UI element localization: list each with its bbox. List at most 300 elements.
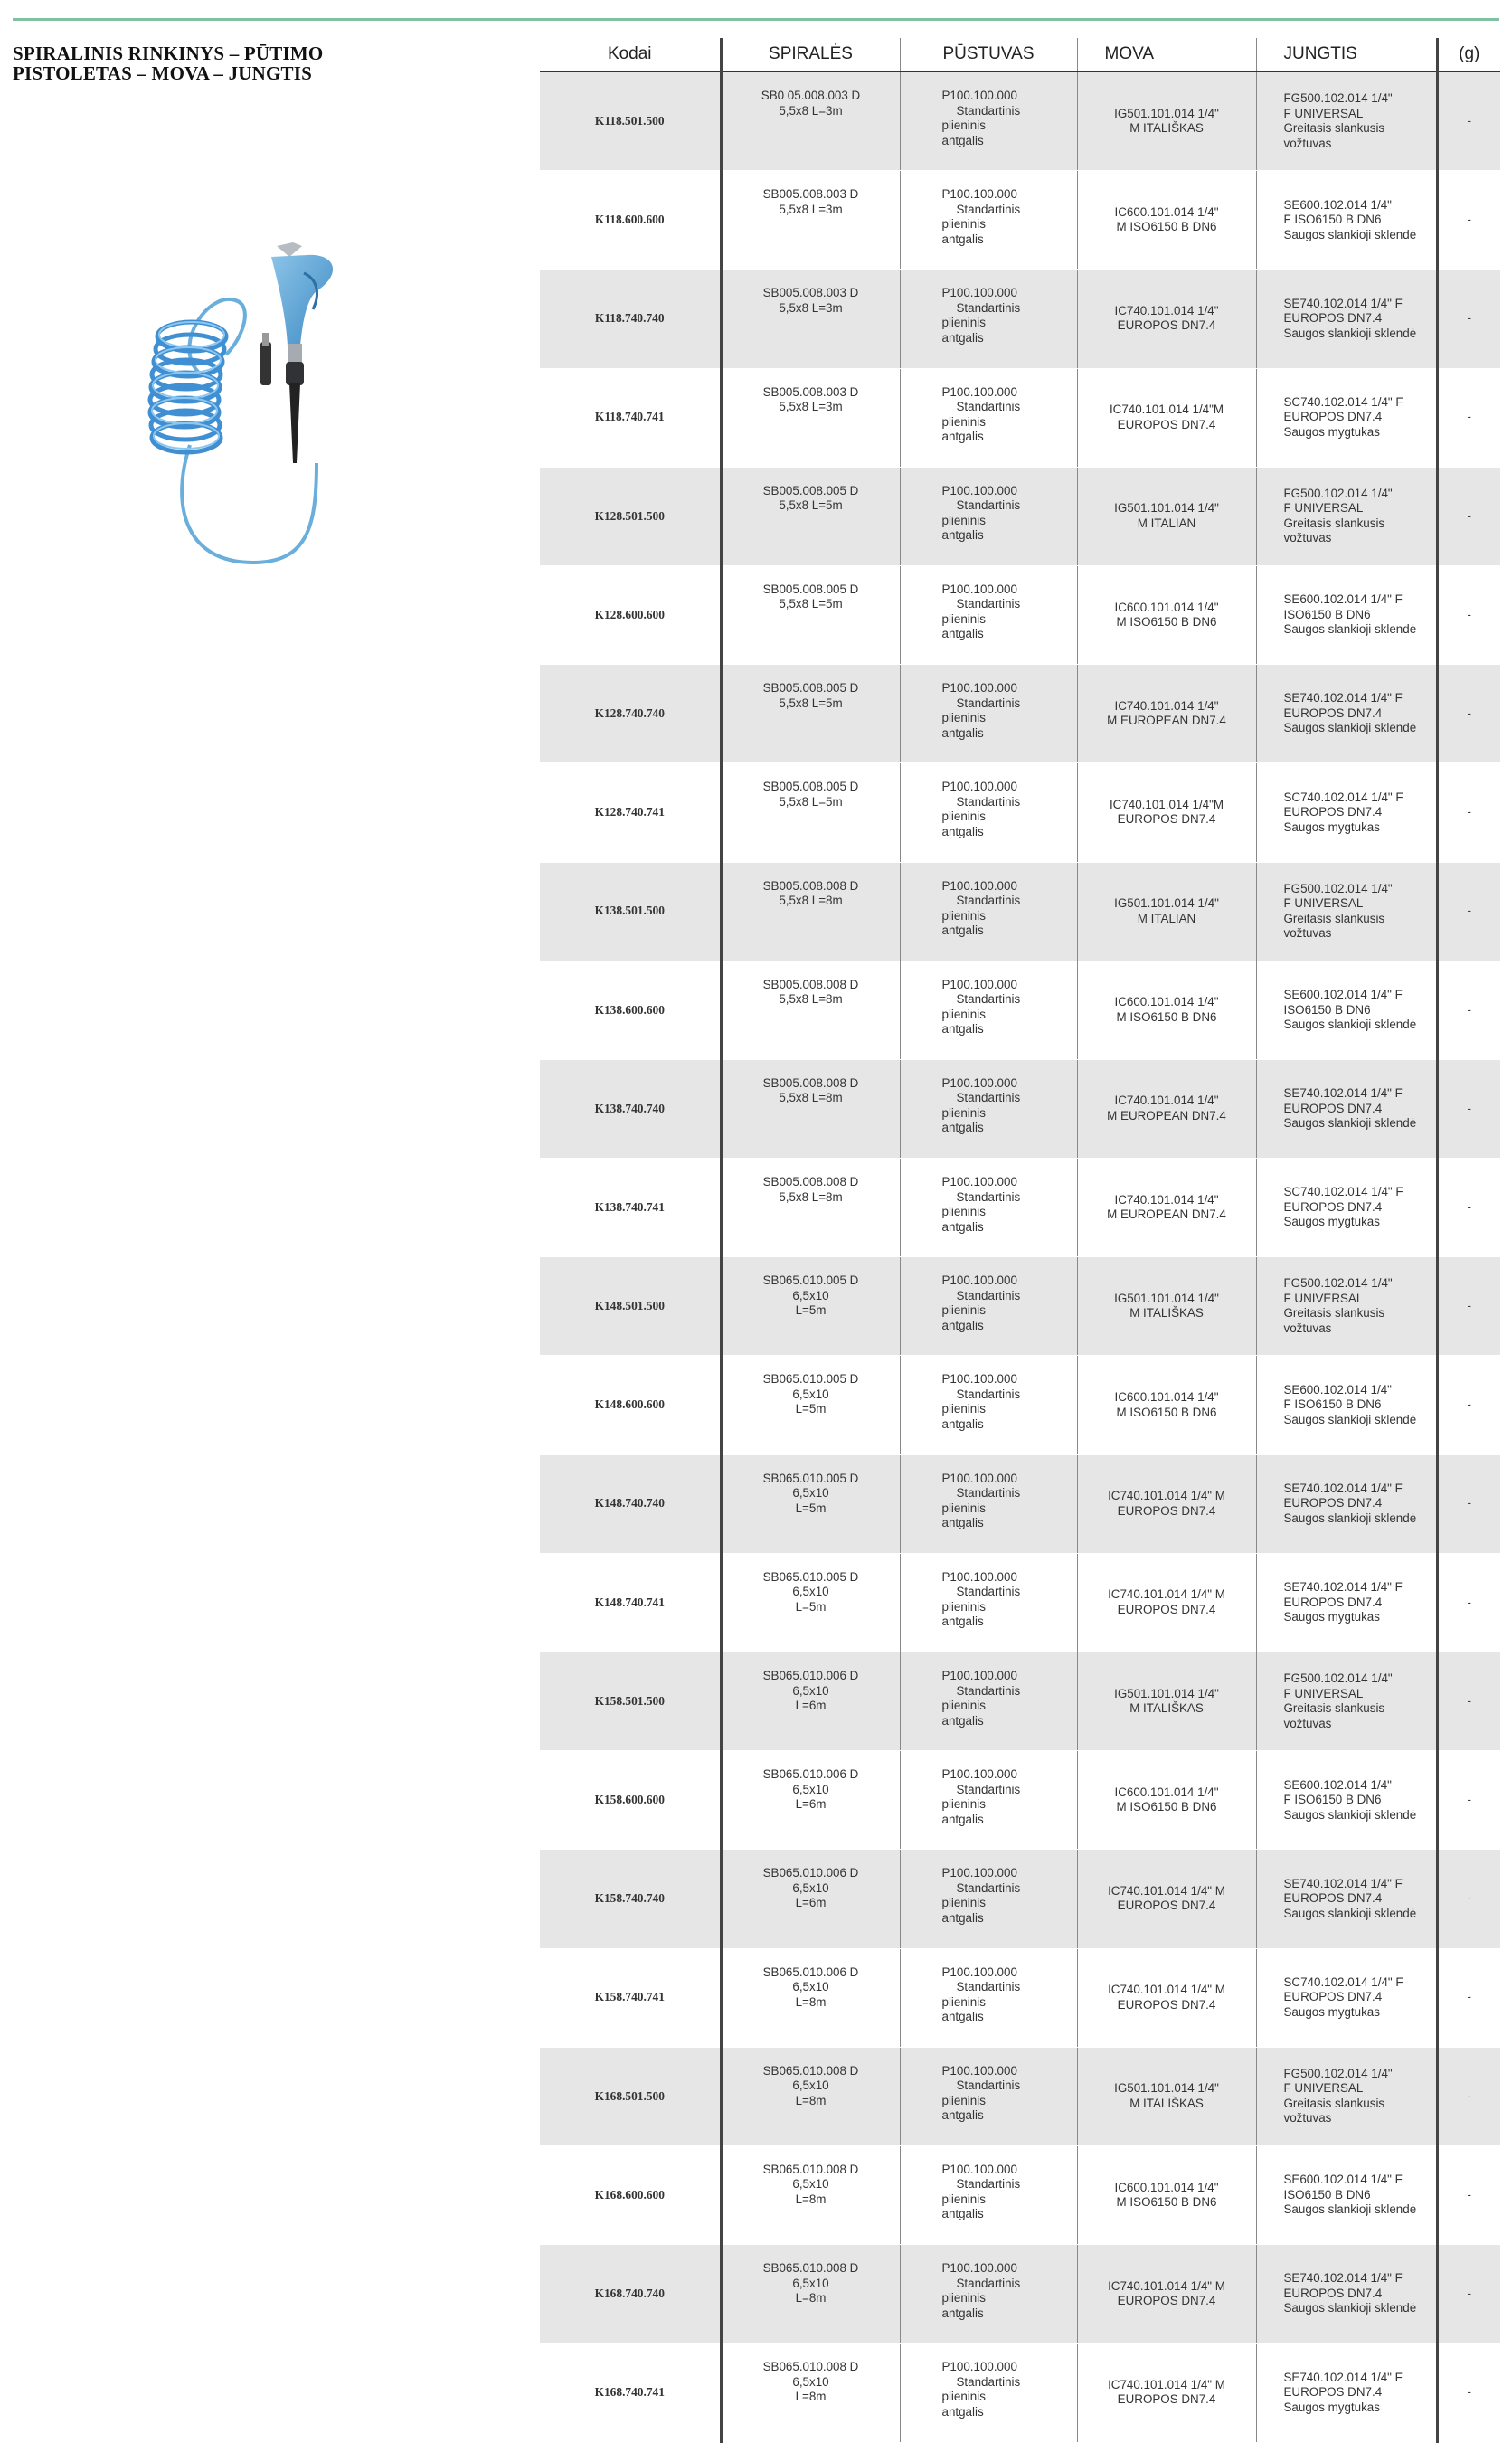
cell-pustuvas	[900, 665, 1077, 763]
jungtis-line: vožtuvas	[1283, 531, 1332, 545]
jungtis-line: SE600.102.014 1/4"	[1283, 1777, 1392, 1792]
mova-line: IG501.101.014 1/4"	[1114, 1291, 1219, 1305]
spirales-line: SB005.008.005 D	[762, 780, 859, 794]
jungtis-line: vožtuvas	[1283, 136, 1332, 150]
spirales-line: L=8m	[795, 1994, 827, 2009]
pustuvas-line: Standartinis	[956, 1782, 1021, 1796]
jungtis-line: F ISO6150 B DN6	[1283, 1793, 1382, 1807]
jungtis-line: FG500.102.014 1/4"	[1283, 486, 1393, 500]
pustuvas-line: antgalis	[941, 430, 984, 444]
cell-mova	[1077, 71, 1256, 171]
cell-pustuvas	[900, 1454, 1077, 1553]
spirales-line: 6,5x10	[792, 2374, 829, 2389]
mova-line: IC600.101.014 1/4"	[1114, 995, 1219, 1009]
title-line-2: PISTOLETAS – MOVA – JUNGTIS	[13, 62, 312, 84]
pustuvas-line: P100.100.000	[941, 2261, 1017, 2276]
jungtis-line: F UNIVERSAL	[1283, 1291, 1364, 1305]
spirales-line: SB065.010.006 D	[762, 1866, 859, 1880]
jungtis-line: EUROPOS DN7.4	[1283, 805, 1383, 819]
jungtis-line: vožtuvas	[1283, 2111, 1332, 2126]
cell-spirales	[721, 171, 900, 270]
mova-line: EUROPOS DN7.4	[1117, 1899, 1216, 1913]
cell-jungtis	[1256, 1454, 1437, 1553]
pustuvas-line: antgalis	[941, 2108, 984, 2123]
spirales-line: SB065.010.005 D	[762, 1274, 859, 1288]
pustuvas-line: plieninis	[941, 1501, 986, 1515]
cell-code: K118.501.500	[540, 71, 721, 171]
spirales-line: 6,5x10	[792, 1288, 829, 1302]
pustuvas-line: plieninis	[941, 611, 986, 626]
spirales-line: 5,5x8 L=3m	[779, 300, 843, 315]
cell-mova	[1077, 1850, 1256, 1948]
mova-line: EUROPOS DN7.4	[1117, 1602, 1216, 1616]
header-g: (g)	[1437, 38, 1500, 71]
mova-line: IC740.101.014 1/4"M	[1109, 797, 1224, 811]
jungtis-line: SC740.102.014 1/4" F	[1283, 790, 1403, 804]
cell-spirales	[721, 1257, 900, 1356]
cell-g: -	[1437, 467, 1500, 565]
table-row	[540, 961, 1500, 1059]
jungtis-line: SE740.102.014 1/4" F	[1283, 1481, 1403, 1495]
cell-mova	[1077, 961, 1256, 1059]
mova-line: IC740.101.014 1/4"M	[1109, 402, 1224, 417]
jungtis-line: SE600.102.014 1/4" F	[1283, 2173, 1403, 2187]
cell-mova	[1077, 1454, 1256, 1553]
pustuvas-line: antgalis	[941, 1022, 984, 1037]
spirales-line: 6,5x10	[792, 1980, 829, 1994]
cell-code: K168.740.741	[540, 2344, 721, 2442]
table-row	[540, 1948, 1500, 2047]
spirales-line: L=8m	[795, 2093, 827, 2107]
mova-line: IC740.101.014 1/4"	[1114, 303, 1219, 317]
cell-g: -	[1437, 665, 1500, 763]
spirales-line: L=5m	[795, 1402, 827, 1416]
table-row	[540, 2344, 1500, 2442]
jungtis-line: EUROPOS DN7.4	[1283, 1595, 1383, 1609]
cell-jungtis	[1256, 71, 1437, 171]
jungtis-line: Saugos slankioji sklendė	[1283, 1906, 1417, 1920]
table-row	[540, 71, 1500, 171]
jungtis-line: EUROPOS DN7.4	[1283, 311, 1383, 326]
mova-line: M ITALIŠKAS	[1129, 1701, 1204, 1716]
cell-mova	[1077, 270, 1256, 368]
cell-jungtis	[1256, 1356, 1437, 1454]
pustuvas-line: Standartinis	[956, 696, 1021, 710]
jungtis-line: Saugos slankioji sklendė	[1283, 721, 1417, 735]
jungtis-line: FG500.102.014 1/4"	[1283, 1671, 1393, 1686]
jungtis-line: F UNIVERSAL	[1283, 896, 1364, 911]
cell-pustuvas	[900, 270, 1077, 368]
mova-line: IC740.101.014 1/4"	[1114, 1192, 1219, 1207]
table-row	[540, 171, 1500, 270]
mova-line: EUROPOS DN7.4	[1117, 318, 1216, 333]
jungtis-line: F UNIVERSAL	[1283, 1686, 1364, 1700]
pustuvas-line: plieninis	[941, 1303, 986, 1318]
jungtis-line: Greitasis slankusis	[1283, 516, 1385, 530]
jungtis-line: EUROPOS DN7.4	[1283, 2286, 1383, 2300]
pustuvas-line: P100.100.000	[941, 1965, 1017, 1979]
pustuvas-line: antgalis	[941, 1416, 984, 1431]
cell-spirales	[721, 1948, 900, 2047]
cell-spirales	[721, 1652, 900, 1751]
spirales-line: SB065.010.008 D	[762, 2162, 859, 2176]
jungtis-line: EUROPOS DN7.4	[1283, 705, 1383, 720]
jungtis-line: Saugos slankioji sklendė	[1283, 227, 1417, 241]
cell-code: K118.740.740	[540, 270, 721, 368]
cell-spirales	[721, 1553, 900, 1652]
cell-mova	[1077, 368, 1256, 467]
mova-line: IG501.101.014 1/4"	[1114, 1686, 1219, 1700]
pustuvas-line: antgalis	[941, 1910, 984, 1925]
spirales-line: 6,5x10	[792, 1585, 829, 1599]
spirales-line: SB005.008.003 D	[762, 384, 859, 399]
jungtis-line: FG500.102.014 1/4"	[1283, 881, 1393, 895]
cell-code: K128.740.741	[540, 763, 721, 862]
spirales-line: 6,5x10	[792, 1387, 829, 1401]
pustuvas-line: plieninis	[941, 1599, 986, 1614]
mova-line: IG501.101.014 1/4"	[1114, 896, 1219, 911]
cell-spirales	[721, 71, 900, 171]
cell-mova	[1077, 1257, 1256, 1356]
pustuvas-line: P100.100.000	[941, 1569, 1017, 1584]
cell-pustuvas	[900, 467, 1077, 565]
mova-line: IG501.101.014 1/4"	[1114, 2081, 1219, 2096]
pustuvas-line: Standartinis	[956, 300, 1021, 315]
top-divider	[13, 18, 1499, 21]
cell-spirales	[721, 368, 900, 467]
cell-g: -	[1437, 2344, 1500, 2442]
pustuvas-line: Standartinis	[956, 1091, 1021, 1105]
jungtis-line: SE740.102.014 1/4" F	[1283, 2271, 1403, 2286]
cell-spirales	[721, 270, 900, 368]
table-body	[540, 71, 1500, 2442]
cell-spirales	[721, 2047, 900, 2145]
pustuvas-line: Standartinis	[956, 2078, 1021, 2093]
spirales-line: L=5m	[795, 1599, 827, 1614]
cell-code: K118.600.600	[540, 171, 721, 270]
cell-code: K128.501.500	[540, 467, 721, 565]
pustuvas-line: antgalis	[941, 2010, 984, 2024]
pustuvas-line: P100.100.000	[941, 977, 1017, 991]
cell-pustuvas	[900, 1751, 1077, 1850]
spirales-line: SB005.008.005 D	[762, 483, 859, 497]
spirales-line: 6,5x10	[792, 2078, 829, 2093]
pustuvas-line: antgalis	[941, 1318, 984, 1332]
cell-spirales	[721, 1356, 900, 1454]
cell-g: -	[1437, 1948, 1500, 2047]
jungtis-line: Greitasis slankusis	[1283, 2096, 1385, 2110]
table-row	[540, 862, 1500, 961]
pustuvas-line: Standartinis	[956, 498, 1021, 513]
spirales-line: L=5m	[795, 1501, 827, 1515]
spirales-line: SB065.010.005 D	[762, 1569, 859, 1584]
cell-jungtis	[1256, 467, 1437, 565]
pustuvas-line: Standartinis	[956, 202, 1021, 216]
cell-jungtis	[1256, 2047, 1437, 2145]
jungtis-line: Saugos slankioji sklendė	[1283, 1412, 1417, 1426]
cell-pustuvas	[900, 1652, 1077, 1751]
cell-jungtis	[1256, 1257, 1437, 1356]
spirales-line: L=8m	[795, 2291, 827, 2306]
jungtis-line: Saugos mygtukas	[1283, 424, 1380, 439]
pustuvas-line: antgalis	[941, 528, 984, 543]
cell-jungtis	[1256, 1059, 1437, 1158]
header-kodai: Kodai	[540, 38, 721, 71]
jungtis-line: F UNIVERSAL	[1283, 106, 1364, 120]
mova-line: IC600.101.014 1/4"	[1114, 1390, 1219, 1405]
cell-g: -	[1437, 368, 1500, 467]
mova-line: M ITALIAN	[1137, 516, 1196, 530]
pustuvas-line: antgalis	[941, 1812, 984, 1826]
cell-spirales	[721, 1059, 900, 1158]
jungtis-line: SE740.102.014 1/4" F	[1283, 296, 1403, 310]
jungtis-line: SE600.102.014 1/4" F	[1283, 592, 1403, 607]
pustuvas-line: antgalis	[941, 1516, 984, 1530]
cell-code: K168.501.500	[540, 2047, 721, 2145]
cell-spirales	[721, 2245, 900, 2344]
spirales-line: L=8m	[795, 2192, 827, 2206]
pustuvas-line: Standartinis	[956, 1585, 1021, 1599]
cell-g: -	[1437, 2245, 1500, 2344]
jungtis-line: EUROPOS DN7.4	[1283, 410, 1383, 424]
cell-pustuvas	[900, 1553, 1077, 1652]
pustuvas-line: plieninis	[941, 1797, 986, 1812]
cell-mova	[1077, 171, 1256, 270]
pustuvas-line: Standartinis	[956, 400, 1021, 414]
cell-jungtis	[1256, 368, 1437, 467]
mova-line: EUROPOS DN7.4	[1117, 2392, 1216, 2407]
cell-mova	[1077, 2047, 1256, 2145]
cell-mova	[1077, 467, 1256, 565]
mova-line: EUROPOS DN7.4	[1117, 2294, 1216, 2308]
cell-pustuvas	[900, 862, 1077, 961]
cell-spirales	[721, 763, 900, 862]
jungtis-line: Greitasis slankusis	[1283, 1306, 1385, 1321]
cell-code: K148.501.500	[540, 1257, 721, 1356]
cell-pustuvas	[900, 368, 1077, 467]
spirales-line: 6,5x10	[792, 1486, 829, 1501]
spirales-line: 5,5x8 L=5m	[779, 498, 843, 513]
cell-spirales	[721, 2344, 900, 2442]
mova-line: M ISO6150 B DN6	[1116, 615, 1217, 630]
pustuvas-line: Standartinis	[956, 1189, 1021, 1204]
spirales-line: 6,5x10	[792, 1683, 829, 1698]
spirales-line: SB005.008.008 D	[762, 1175, 859, 1189]
mova-line: IC740.101.014 1/4"	[1114, 698, 1219, 713]
cell-code: K138.501.500	[540, 862, 721, 961]
cell-mova	[1077, 862, 1256, 961]
pustuvas-line: plieninis	[941, 316, 986, 330]
spirales-line: L=8m	[795, 2390, 827, 2404]
spirales-line: L=5m	[795, 1303, 827, 1318]
cell-pustuvas	[900, 565, 1077, 664]
cell-g: -	[1437, 71, 1500, 171]
table-row	[540, 1850, 1500, 1948]
table-row	[540, 1059, 1500, 1158]
cell-code: K138.600.600	[540, 961, 721, 1059]
product-image	[136, 237, 371, 572]
cell-code: K148.600.600	[540, 1356, 721, 1454]
pustuvas-line: plieninis	[941, 414, 986, 429]
jungtis-line: Saugos slankioji sklendė	[1283, 326, 1417, 340]
cell-mova	[1077, 1652, 1256, 1751]
cell-pustuvas	[900, 1850, 1077, 1948]
cell-spirales	[721, 862, 900, 961]
pustuvas-line: antgalis	[941, 2404, 984, 2419]
cell-g: -	[1437, 1751, 1500, 1850]
pustuvas-line: antgalis	[941, 725, 984, 740]
pustuvas-line: Standartinis	[956, 597, 1021, 611]
pustuvas-line: antgalis	[941, 2306, 984, 2320]
pustuvas-line: Standartinis	[956, 794, 1021, 809]
pustuvas-line: P100.100.000	[941, 187, 1017, 202]
spirales-line: SB065.010.008 D	[762, 2360, 859, 2374]
pustuvas-line: Standartinis	[956, 1387, 1021, 1401]
mova-line: EUROPOS DN7.4	[1117, 417, 1216, 431]
cell-g: -	[1437, 1850, 1500, 1948]
pustuvas-line: Standartinis	[956, 1683, 1021, 1698]
pustuvas-line: Standartinis	[956, 1288, 1021, 1302]
cell-pustuvas	[900, 1257, 1077, 1356]
table-row	[540, 1159, 1500, 1257]
cell-mova	[1077, 2145, 1256, 2244]
cell-pustuvas	[900, 2047, 1077, 2145]
spirales-line: SB005.008.003 D	[762, 187, 859, 202]
table-header-row	[540, 38, 1500, 71]
jungtis-line: EUROPOS DN7.4	[1283, 2385, 1383, 2400]
cell-spirales	[721, 467, 900, 565]
cell-jungtis	[1256, 862, 1437, 961]
jungtis-line: EUROPOS DN7.4	[1283, 1496, 1383, 1510]
mova-line: IC600.101.014 1/4"	[1114, 600, 1219, 614]
mova-line: EUROPOS DN7.4	[1117, 1997, 1216, 2012]
mova-line: M ITALIŠKAS	[1129, 1306, 1204, 1321]
jungtis-line: EUROPOS DN7.4	[1283, 1990, 1383, 2004]
spirales-line: SB065.010.005 D	[762, 1471, 859, 1485]
pustuvas-line: plieninis	[941, 513, 986, 527]
header-spirales: SPIRALĖS	[721, 38, 900, 71]
table-row	[540, 368, 1500, 467]
cell-mova	[1077, 1751, 1256, 1850]
pustuvas-line: P100.100.000	[941, 1274, 1017, 1288]
cell-mova	[1077, 1553, 1256, 1652]
cell-mova	[1077, 2344, 1256, 2442]
jungtis-line: Saugos mygtukas	[1283, 819, 1380, 834]
jungtis-line: SE600.102.014 1/4"	[1283, 1382, 1392, 1397]
pustuvas-line: antgalis	[941, 133, 984, 147]
jungtis-line: ISO6150 B DN6	[1283, 607, 1371, 621]
spirales-line: SB0 05.008.003 D	[761, 89, 861, 102]
pustuvas-line: P100.100.000	[941, 483, 1017, 497]
pustuvas-line: plieninis	[941, 1007, 986, 1021]
cell-code: K138.740.741	[540, 1159, 721, 1257]
mova-line: IC740.101.014 1/4" M	[1108, 1883, 1225, 1898]
pustuvas-line: antgalis	[941, 232, 984, 246]
cell-g: -	[1437, 1652, 1500, 1751]
jungtis-line: Saugos slankioji sklendė	[1283, 2202, 1417, 2217]
jungtis-line: Saugos slankioji sklendė	[1283, 622, 1417, 637]
spirales-line: SB065.010.008 D	[762, 2261, 859, 2276]
pustuvas-line: antgalis	[941, 330, 984, 345]
spirales-line: 5,5x8 L=8m	[779, 992, 843, 1007]
cell-code: K148.740.741	[540, 1553, 721, 1652]
pustuvas-line: plieninis	[941, 1402, 986, 1416]
spirales-line: L=6m	[795, 1797, 827, 1812]
cell-mova	[1077, 2245, 1256, 2344]
cell-jungtis	[1256, 2344, 1437, 2442]
mova-line: M ITALIŠKAS	[1129, 121, 1204, 136]
cell-jungtis	[1256, 1850, 1437, 1948]
mova-line: M ITALIAN	[1137, 911, 1196, 925]
jungtis-line: SC740.102.014 1/4" F	[1283, 1974, 1403, 1989]
jungtis-line: FG500.102.014 1/4"	[1283, 2066, 1393, 2080]
jungtis-line: FG500.102.014 1/4"	[1283, 91, 1393, 106]
pustuvas-line: Standartinis	[956, 103, 1021, 118]
cell-pustuvas	[900, 961, 1077, 1059]
cell-code: K158.740.740	[540, 1850, 721, 1948]
mova-line: IC740.101.014 1/4" M	[1108, 1587, 1225, 1602]
table-row	[540, 270, 1500, 368]
mova-line: M ISO6150 B DN6	[1116, 1800, 1217, 1814]
cell-pustuvas	[900, 2245, 1077, 2344]
table-row	[540, 1454, 1500, 1553]
mova-line: IC600.101.014 1/4"	[1114, 2180, 1219, 2194]
mova-line: M EUROPEAN DN7.4	[1107, 1108, 1226, 1122]
pustuvas-line: P100.100.000	[941, 384, 1017, 399]
cell-pustuvas	[900, 171, 1077, 270]
jungtis-line: ISO6150 B DN6	[1283, 2187, 1371, 2202]
jungtis-line: SC740.102.014 1/4" F	[1283, 1185, 1403, 1199]
cell-spirales	[721, 961, 900, 1059]
pustuvas-line: P100.100.000	[941, 1075, 1017, 1090]
cell-code: K118.740.741	[540, 368, 721, 467]
cell-spirales	[721, 2145, 900, 2244]
pustuvas-line: Standartinis	[956, 1486, 1021, 1501]
pustuvas-line: plieninis	[941, 1699, 986, 1712]
mova-line: M ISO6150 B DN6	[1116, 220, 1217, 234]
table-row	[540, 1751, 1500, 1850]
spirales-line: SB065.010.005 D	[762, 1372, 859, 1387]
pustuvas-line: Standartinis	[956, 2374, 1021, 2389]
cell-g: -	[1437, 961, 1500, 1059]
jungtis-line: EUROPOS DN7.4	[1283, 1101, 1383, 1115]
pustuvas-line: P100.100.000	[941, 1175, 1017, 1189]
spirales-line: SB005.008.005 D	[762, 582, 859, 596]
cell-code: K158.600.600	[540, 1751, 721, 1850]
spirales-line: 5,5x8 L=5m	[779, 794, 843, 809]
mova-line: M ISO6150 B DN6	[1116, 1009, 1217, 1024]
table-row	[540, 2245, 1500, 2344]
cell-pustuvas	[900, 2344, 1077, 2442]
jungtis-line: SE600.102.014 1/4"	[1283, 197, 1392, 212]
jungtis-line: FG500.102.014 1/4"	[1283, 1276, 1393, 1291]
spirales-line: 5,5x8 L=3m	[779, 202, 843, 216]
jungtis-line: SE600.102.014 1/4" F	[1283, 988, 1403, 1002]
jungtis-line: F UNIVERSAL	[1283, 2081, 1364, 2096]
pustuvas-line: plieninis	[941, 1994, 986, 2009]
pustuvas-line: P100.100.000	[941, 582, 1017, 596]
cell-g: -	[1437, 763, 1500, 862]
pustuvas-line: plieninis	[941, 810, 986, 824]
spirales-line: SB005.008.008 D	[762, 977, 859, 991]
title-line-1: SPIRALINIS RINKINYS – PŪTIMO	[13, 43, 324, 64]
pustuvas-line: P100.100.000	[941, 780, 1017, 794]
cell-code: K128.600.600	[540, 565, 721, 664]
spirales-line: SB065.010.008 D	[762, 2063, 859, 2078]
table-row	[540, 1553, 1500, 1652]
cell-spirales	[721, 665, 900, 763]
pustuvas-line: plieninis	[941, 2192, 986, 2206]
